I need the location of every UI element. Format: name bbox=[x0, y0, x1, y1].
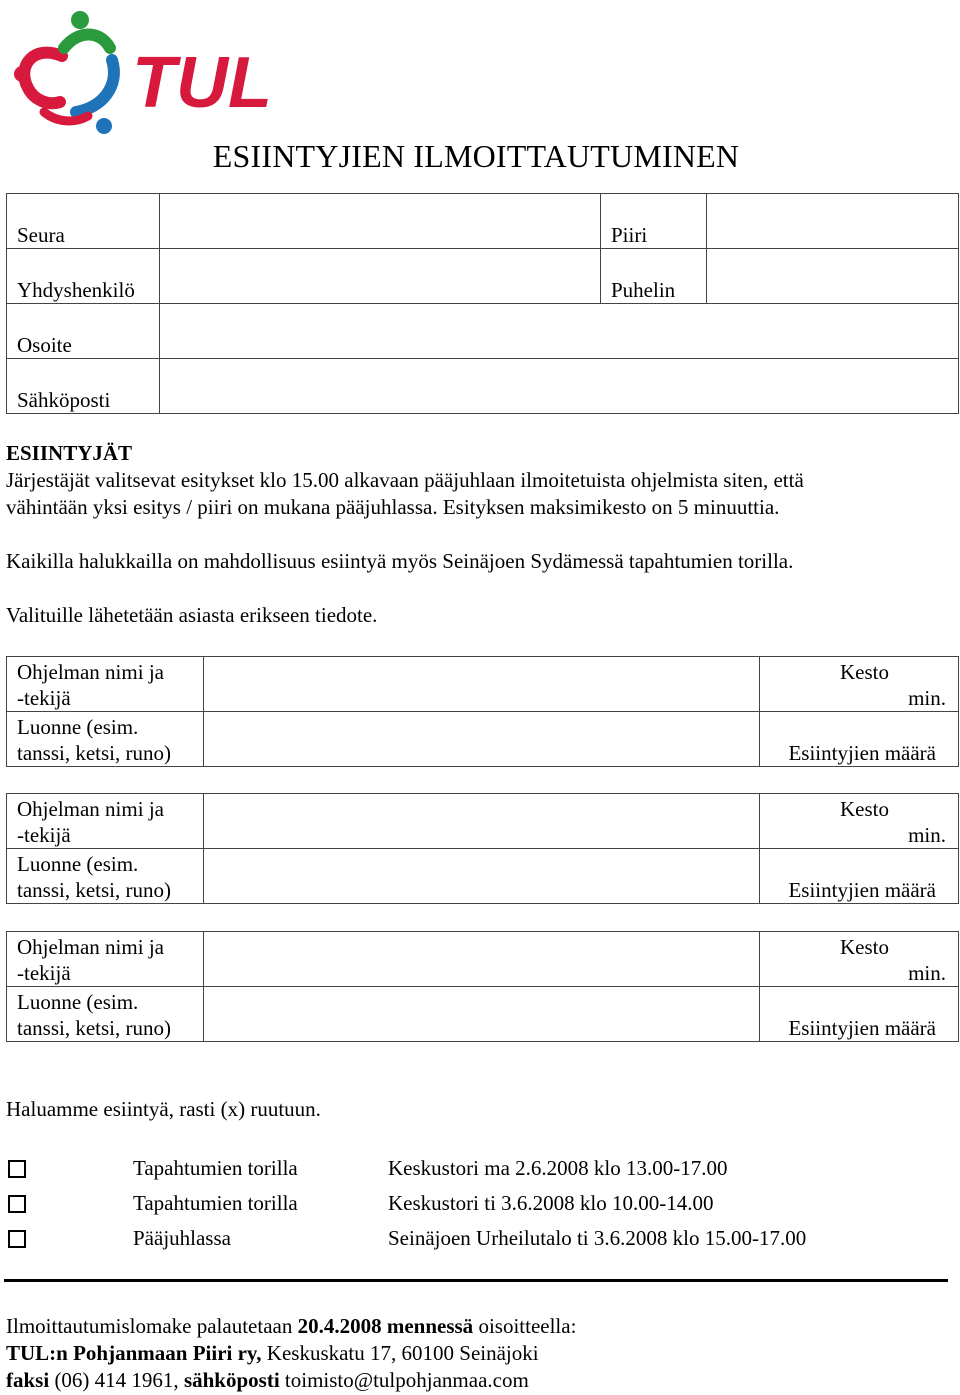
divider bbox=[4, 1279, 948, 1282]
seura-field[interactable] bbox=[160, 194, 601, 249]
option-detail: Keskustori ma 2.6.2008 klo 13.00-17.00 bbox=[388, 1156, 728, 1180]
program-table-1 bbox=[6, 656, 959, 767]
duration-cell[interactable]: Kesto min. bbox=[760, 657, 959, 712]
program-name-label: Ohjelman nimi ja -tekijä bbox=[7, 932, 204, 987]
intro-line-1: Järjestäjät valitsevat esitykset klo 15.00 alkavaan pääjuhlaan ilmoitetuista ohjelmista siten, että bbox=[6, 468, 804, 492]
program-type-field[interactable] bbox=[204, 987, 760, 1042]
duration-cell[interactable]: Kesto min. bbox=[760, 932, 959, 987]
osoite-label: Osoite bbox=[7, 304, 160, 359]
puhelin-field[interactable] bbox=[707, 249, 959, 304]
program-name-field[interactable] bbox=[204, 794, 760, 849]
program-table-2 bbox=[6, 793, 959, 904]
choose-instruction: Haluamme esiintyä, rasti (x) ruutuun. bbox=[6, 1097, 321, 1121]
sahkoposti-field[interactable] bbox=[160, 359, 959, 414]
program-name-field[interactable] bbox=[204, 932, 760, 987]
program-table-3 bbox=[6, 931, 959, 1042]
osoite-field[interactable] bbox=[160, 304, 959, 359]
sahkoposti-label: Sähköposti bbox=[7, 359, 160, 414]
program-type-field[interactable] bbox=[204, 849, 760, 904]
performers-cell[interactable]: Esiintyjien määrä bbox=[760, 987, 959, 1042]
form-title: ESIINTYJIEN ILMOITTAUTUMINEN bbox=[212, 138, 740, 174]
piiri-field[interactable] bbox=[707, 194, 959, 249]
intro-line-2: vähintään yksi esitys / piiri on mukana pääjuhlassa. Esityksen maksimikesto on 5 minuuttia. bbox=[6, 495, 780, 519]
option-event: Tapahtumien torilla bbox=[133, 1191, 298, 1215]
intro-line-4: Valituille lähetetään asiasta erikseen tiedote. bbox=[6, 603, 378, 627]
option-detail: Keskustori ti 3.6.2008 klo 10.00-14.00 bbox=[388, 1191, 714, 1215]
contact-table bbox=[6, 193, 959, 414]
yhdyshenkilo-field[interactable] bbox=[160, 249, 601, 304]
checkbox[interactable] bbox=[8, 1195, 26, 1213]
program-name-field[interactable] bbox=[204, 657, 760, 712]
option-row bbox=[8, 1156, 948, 1186]
program-type-label: Luonne (esim. tanssi, ketsi, runo) bbox=[7, 712, 204, 767]
program-type-field[interactable] bbox=[204, 712, 760, 767]
program-name-label: Ohjelman nimi ja -tekijä bbox=[7, 794, 204, 849]
tul-logo bbox=[4, 4, 284, 136]
duration-cell[interactable]: Kesto min. bbox=[760, 794, 959, 849]
puhelin-label: Puhelin bbox=[601, 249, 707, 304]
performers-cell[interactable]: Esiintyjien määrä bbox=[760, 849, 959, 904]
section-heading: ESIINTYJÄT bbox=[6, 441, 133, 465]
checkbox[interactable] bbox=[8, 1230, 26, 1248]
svg-text:TUL: TUL bbox=[132, 43, 272, 123]
footer-line-1: Ilmoittautumislomake palautetaan 20.4.2008 mennessä oisoitteella: bbox=[6, 1314, 577, 1338]
option-row bbox=[8, 1226, 948, 1256]
email-link[interactable]: toimisto@tulpohjanmaa.com bbox=[279, 1368, 529, 1392]
footer-line-2: TUL:n Pohjanmaan Piiri ry, Keskuskatu 17, 60100 Seinäjoki bbox=[6, 1341, 539, 1365]
piiri-label: Piiri bbox=[601, 194, 707, 249]
option-detail: Seinäjoen Urheilutalo ti 3.6.2008 klo 15.00-17.00 bbox=[388, 1226, 807, 1250]
intro-line-3: Kaikilla halukkailla on mahdollisuus esiintyä myös Seinäjoen Sydämessä tapahtumien torilla. bbox=[6, 549, 794, 573]
program-name-label: Ohjelman nimi ja -tekijä bbox=[7, 657, 204, 712]
option-event: Pääjuhlassa bbox=[133, 1226, 231, 1250]
option-event: Tapahtumien torilla bbox=[133, 1156, 298, 1180]
footer-line-3: faksi (06) 414 1961, sähköposti toimisto@tulpohjanmaa.com bbox=[6, 1368, 529, 1392]
yhdyshenkilo-label: Yhdyshenkilö bbox=[7, 249, 160, 304]
option-row bbox=[8, 1191, 948, 1221]
performers-cell[interactable]: Esiintyjien määrä bbox=[760, 712, 959, 767]
seura-label: Seura bbox=[7, 194, 160, 249]
checkbox[interactable] bbox=[8, 1160, 26, 1178]
program-type-label: Luonne (esim. tanssi, ketsi, runo) bbox=[7, 987, 204, 1042]
program-type-label: Luonne (esim. tanssi, ketsi, runo) bbox=[7, 849, 204, 904]
